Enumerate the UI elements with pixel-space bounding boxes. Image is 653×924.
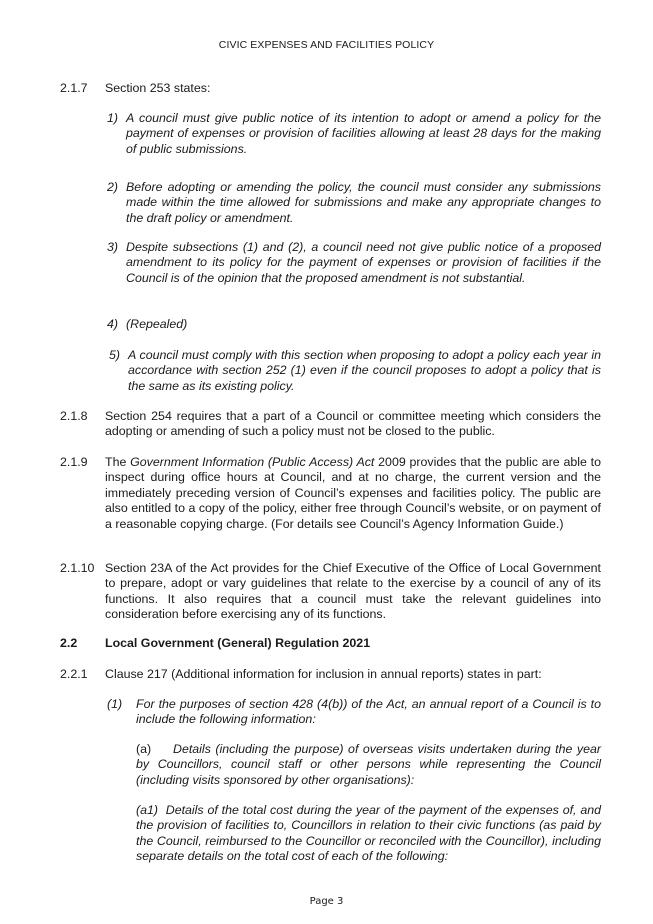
- subsection-item: [107, 180, 601, 226]
- section-text: Section 253 states:: [105, 81, 211, 95]
- section-number: 2.1.7: [60, 81, 88, 95]
- subsection-label: 2): [107, 180, 119, 194]
- subsection-item: [107, 111, 601, 157]
- section-text: Clause 217 (Additional information for inclusion in annual reports) states in part:: [105, 667, 542, 681]
- clause-label: (a): [136, 742, 152, 756]
- subsection-text: Before adopting or amending the policy, the council must consider any submissions made within the time allowed for submissions and make any appropriate changes to the draft policy or amendment.: [126, 180, 601, 225]
- section-number: 2.1.8: [60, 409, 88, 423]
- subsection-label: 3): [107, 240, 119, 254]
- subsection-text: (Repealed): [126, 317, 188, 331]
- subsection-text: A council must comply with this section when proposing to adopt a policy each year in accordance with section 252 (1) even if the council proposes to adopt a policy that is the same as its existing policy.: [128, 348, 601, 393]
- subsection-item: [109, 348, 601, 394]
- subsection-label: 5): [109, 348, 121, 362]
- act-title: Government Information (Public Access) Act: [130, 455, 375, 469]
- section-text: [105, 455, 601, 532]
- section-text-body: 2009 provides that the public are able to inspect during office hours at Council, and at no charge, the current version and the immediately preceding version of Council’s expenses and facilities policy. The public are also entitled to a copy of the policy, either free through Council’s website, or on payment of a reasonable copying charge. (For details see Council’s Agency Information Guide.): [105, 455, 601, 531]
- section-text: Section 254 requires that a part of a Council or committee meeting which considers the adopting or amending of such a policy must not be closed to the public.: [105, 409, 601, 439]
- subsection-item: [107, 240, 601, 286]
- page-header: CIVIC EXPENSES AND FACILITIES POLICY: [218, 39, 435, 51]
- subsection-text: A council must give public notice of its intention to adopt or amend a policy for the payment of expenses or provision of facilities allowing at least 28 days for the making of public submissions.: [126, 111, 601, 156]
- section-number: 2.1.10: [60, 561, 95, 575]
- subsection-label: 1): [107, 111, 119, 125]
- section-heading: Local Government (General) Regulation 2021: [105, 636, 371, 650]
- section-text-pre: The: [105, 455, 131, 469]
- clause-body: Details of the total cost during the year of the payment of the expenses of, and the provision of facilities to, Councillors in relation to their civic functions (as paid by the Council, reimbursed to the Councillor or reconciled with the Councillor), including separate details on the total cost of each of the following:: [136, 803, 601, 864]
- page-number: Page 3: [309, 896, 344, 907]
- section-number: 2.1.9: [60, 455, 88, 469]
- section-text: Section 23A of the Act provides for the Chief Executive of the Office of Local Government to prepare, adopt or vary guidelines that relate to the exercise by a council of any of its functions. It also requires that a council must take the relevant guidelines into consideration before exercising any of its functions.: [105, 561, 601, 622]
- clause-text: Details (including the purpose) of overseas visits undertaken during the year by Councillors, council staff or other persons while representing the Council (including visits sponsored by other organisations):: [136, 742, 601, 787]
- clause-label: (1): [107, 697, 123, 711]
- subsection-label: 4): [107, 317, 119, 331]
- clause-label: (a1): [136, 803, 159, 817]
- heading-number: 2.2: [60, 636, 78, 650]
- section-number: 2.2.1: [60, 667, 88, 681]
- subsection-text: Despite subsections (1) and (2), a council need not give public notice of a proposed amendment to its policy for the payment of expenses or provision of facilities if the Council is of the opinion that the proposed amendment is not substantial.: [126, 240, 601, 285]
- subsection-item: [107, 317, 601, 332]
- clause-text: [136, 803, 601, 865]
- clause-text: For the purposes of section 428 (4(b)) of the Act, an annual report of a Council is to include the following information:: [136, 697, 601, 727]
